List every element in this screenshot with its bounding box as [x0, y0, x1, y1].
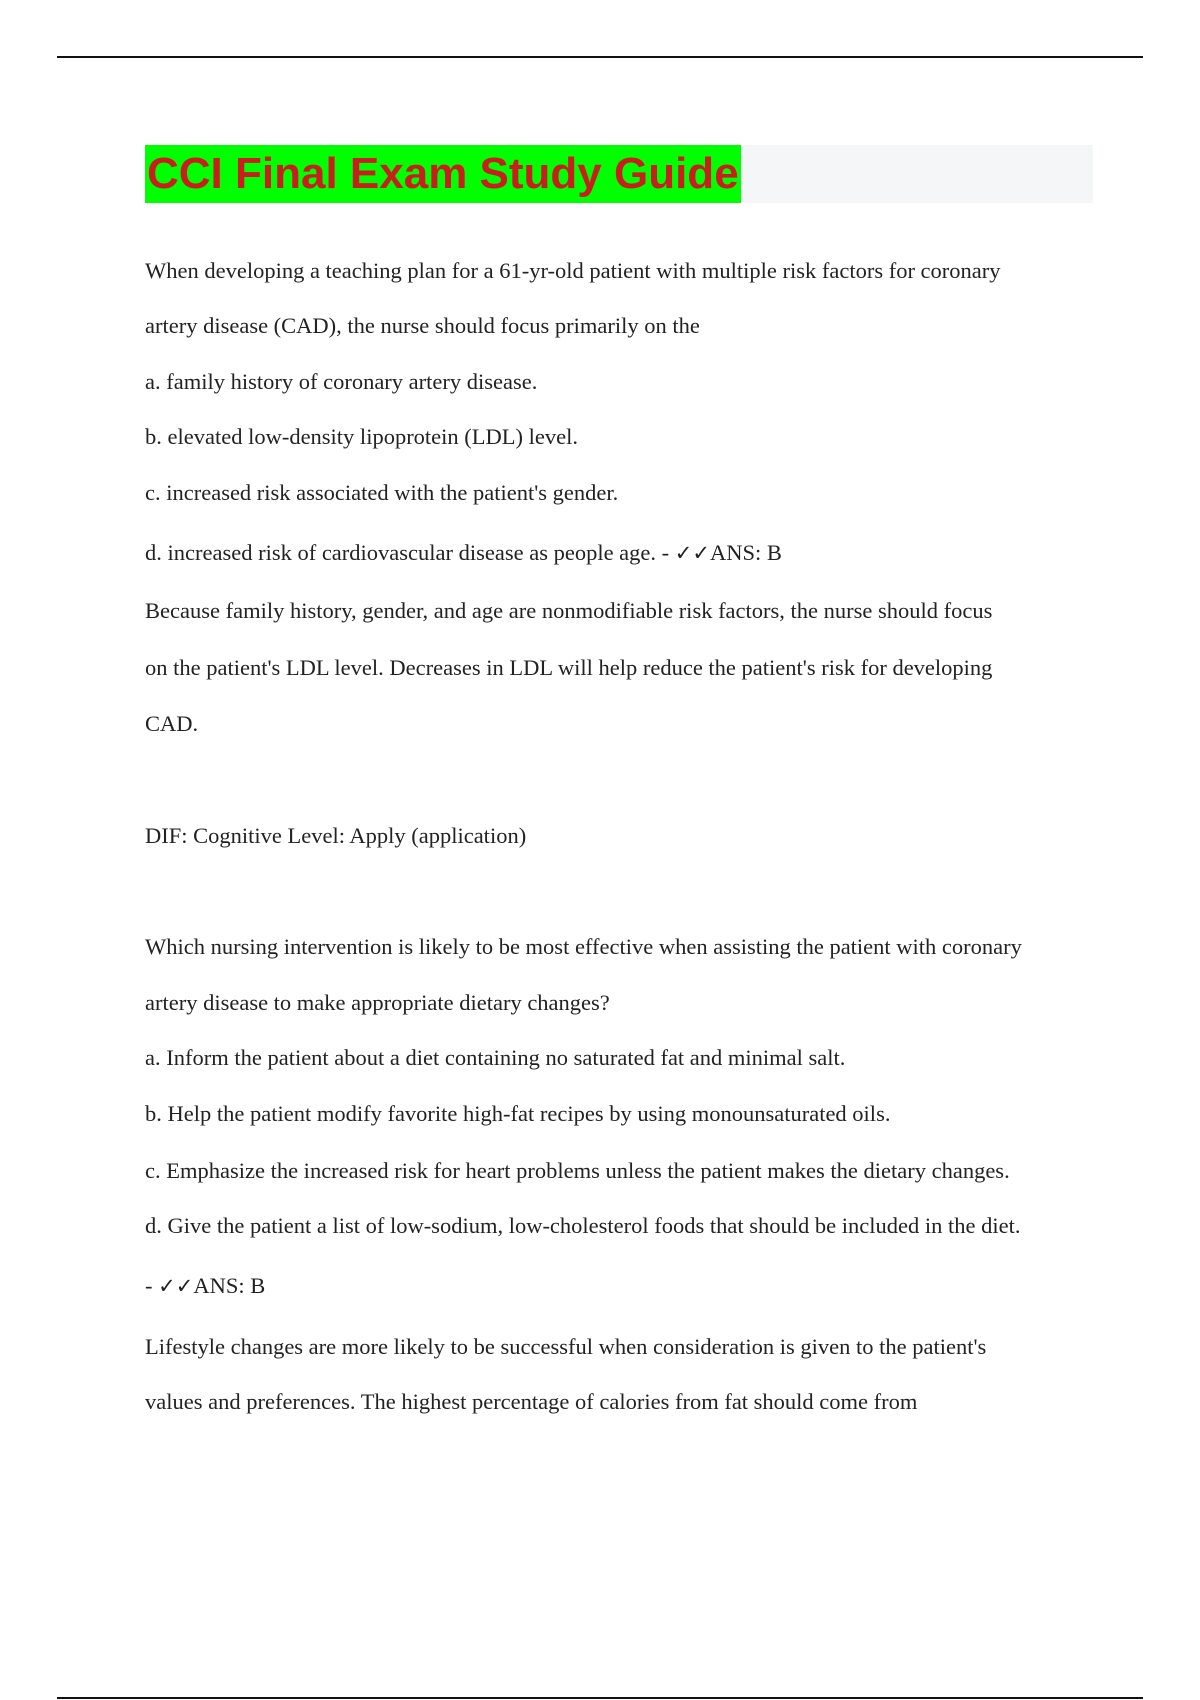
q2-rationale-line-1: Lifestyle changes are more likely to be successful when consideration is given to the patient's	[145, 1334, 987, 1359]
q2-answer: ANS: B	[193, 1273, 266, 1298]
top-rule	[57, 56, 1143, 58]
q1-answer: ANS: B	[709, 540, 782, 565]
q2-option-c: c. Emphasize the increased risk for heart problems unless the patient makes the dietary changes.	[145, 1158, 1010, 1183]
q2-answer-prefix: -	[145, 1273, 159, 1298]
q2-option-d: d. Give the patient a list of low-sodium, low-cholesterol foods that should be included in the diet.	[145, 1213, 1021, 1238]
q1-answer-check-icon: ✓✓	[674, 541, 710, 565]
q2-option-a: a. Inform the patient about a diet containing no saturated fat and minimal salt.	[145, 1045, 846, 1070]
q2-stem-line-2: artery disease to make appropriate dietary changes?	[145, 990, 610, 1015]
q1-option-d-with-answer	[145, 540, 782, 566]
q1-option-d: d. increased risk of cardiovascular disease as people age. -	[145, 540, 675, 565]
q1-option-b: b. elevated low-density lipoprotein (LDL) level.	[145, 424, 578, 449]
document-title: CCI Final Exam Study Guide	[145, 145, 741, 203]
q1-stem-line-1: When developing a teaching plan for a 61-yr-old patient with multiple risk factors for coronary	[145, 258, 1001, 283]
q2-answer-line	[145, 1273, 265, 1299]
q2-stem-line-1: Which nursing intervention is likely to be most effective when assisting the patient with coronary	[145, 934, 1022, 959]
q1-rationale-line-1: Because family history, gender, and age are nonmodifiable risk factors, the nurse should focus	[145, 598, 993, 623]
q1-option-c: c. increased risk associated with the patient's gender.	[145, 480, 619, 505]
q2-rationale-line-2: values and preferences. The highest percentage of calories from fat should come from	[145, 1389, 918, 1414]
q2-answer-check-icon: ✓✓	[158, 1274, 194, 1298]
q2-option-b: b. Help the patient modify favorite high-fat recipes by using monounsaturated oils.	[145, 1101, 891, 1126]
q1-difficulty: DIF: Cognitive Level: Apply (application)	[145, 823, 527, 848]
q1-stem-line-2: artery disease (CAD), the nurse should focus primarily on the	[145, 313, 700, 338]
bottom-rule	[57, 1697, 1143, 1699]
q1-option-a: a. family history of coronary artery disease.	[145, 369, 538, 394]
title-bar	[145, 145, 1093, 203]
q1-rationale-line-2: on the patient's LDL level. Decreases in LDL will help reduce the patient's risk for developing	[145, 655, 993, 680]
q1-rationale-line-3: CAD.	[145, 711, 199, 736]
